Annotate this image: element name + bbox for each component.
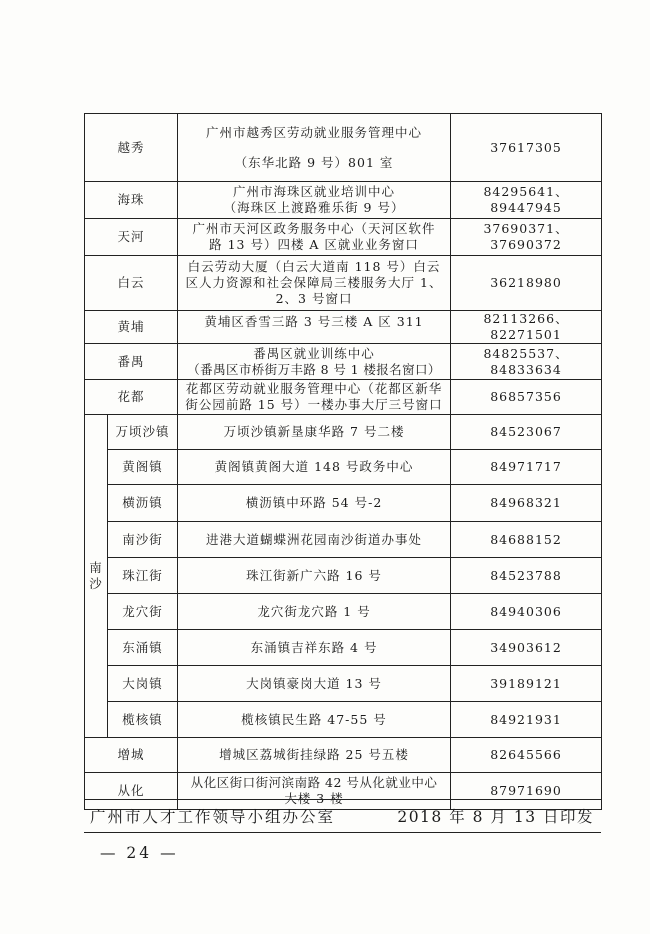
table-row	[85, 594, 602, 630]
address-line: 区人力资源和社会保障局三楼服务大厅 1、	[185, 275, 443, 290]
district-cell: 黄埔	[85, 311, 178, 344]
phone-cell: 87971690	[451, 773, 602, 810]
address-cell: 黄阁镇黄阁大道 148 号政务中心	[178, 450, 451, 485]
table-row	[85, 450, 602, 485]
district-cell: 越秀	[85, 114, 178, 182]
town-cell: 南沙街	[108, 522, 178, 558]
address-line: 花都区劳动就业服务管理中心（花都区新华	[185, 381, 443, 396]
district-cell: 白云	[85, 256, 178, 311]
table-row	[85, 702, 602, 738]
address-cell: 珠江街新广六路 16 号	[178, 558, 451, 594]
service-contact-table	[84, 113, 602, 810]
table-row	[85, 738, 602, 773]
table-row	[85, 485, 602, 522]
table-row	[85, 666, 602, 702]
issuing-office: 广州市人才工作领导小组办公室	[90, 808, 336, 826]
address-cell	[178, 182, 451, 219]
phone-cell: 84971717	[451, 450, 602, 485]
town-cell: 黄阁镇	[108, 450, 178, 485]
address-cell	[178, 311, 451, 344]
address-cell	[178, 344, 451, 380]
phone-cell: 84968321	[451, 485, 602, 522]
address-line: （东华北路 9 号）801 室	[234, 154, 394, 170]
address-cell: 龙穴街龙穴路 1 号	[178, 594, 451, 630]
table-row	[85, 311, 602, 344]
table-row	[85, 415, 602, 450]
town-cell: 榄核镇	[108, 702, 178, 738]
address-cell: 万顷沙镇新垦康华路 7 号二楼	[178, 415, 451, 450]
address-line: 从化区街口街河滨南路 42 号从化就业中心	[190, 775, 438, 790]
phone-cell: 37690371、37690372	[451, 219, 602, 256]
address-cell	[178, 219, 451, 256]
table-row	[85, 773, 602, 810]
table-row	[85, 344, 602, 380]
phone-cell: 37617305	[451, 114, 602, 182]
district-cell: 增城	[85, 738, 178, 773]
address-line: 大楼 3 楼	[284, 791, 344, 806]
phone-cell: 84523788	[451, 558, 602, 594]
district-cell: 从化	[85, 773, 178, 810]
region-label-char: 南	[89, 560, 103, 575]
phone-cell: 36218980	[451, 256, 602, 311]
table-row	[85, 522, 602, 558]
phone-cell: 84940306	[451, 594, 602, 630]
table-row	[85, 558, 602, 594]
town-cell: 大岗镇	[108, 666, 178, 702]
district-cell: 天河	[85, 219, 178, 256]
phone-cell: 84825537、84833634	[451, 344, 602, 380]
table-row	[85, 219, 602, 256]
address-cell: 大岗镇豪岗大道 13 号	[178, 666, 451, 702]
address-line: 增城区荔城街挂绿路 25 号五楼	[219, 747, 409, 762]
address-line: （番禺区市桥街万丰路 8 号 1 楼报名窗口）	[187, 361, 441, 377]
address-line: 街公园前路 15 号）一楼办事大厅三号窗口	[185, 397, 443, 412]
address-cell	[178, 773, 451, 810]
phone-cell: 84921931	[451, 702, 602, 738]
address-cell	[178, 114, 451, 182]
district-cell: 番禺	[85, 344, 178, 380]
footer-bottom-rule	[84, 832, 601, 833]
phone-cell: 82113266、82271501	[451, 311, 602, 344]
address-line: 路 13 号）四楼 A 区就业业务窗口	[209, 237, 419, 252]
address-cell	[178, 738, 451, 773]
phone-cell: 39189121	[451, 666, 602, 702]
phone-cell: 34903612	[451, 630, 602, 666]
address-cell: 东涌镇吉祥东路 4 号	[178, 630, 451, 666]
table-row	[85, 630, 602, 666]
district-cell: 花都	[85, 380, 178, 415]
address-cell: 榄核镇民生路 47-55 号	[178, 702, 451, 738]
address-line: 黄埔区香雪三路 3 号三楼 A 区 311	[204, 314, 424, 329]
phone-cell: 84688152	[451, 522, 602, 558]
town-cell: 东涌镇	[108, 630, 178, 666]
table-row	[85, 114, 602, 182]
district-cell: 海珠	[85, 182, 178, 219]
town-cell: 珠江街	[108, 558, 178, 594]
address-line: 广州市海珠区就业培训中心	[233, 184, 396, 199]
table-row	[85, 380, 602, 415]
address-line: 2、3 号窗口	[275, 291, 353, 306]
table-row	[85, 182, 602, 219]
address-line: （海珠区上渡路雅乐街 9 号）	[223, 200, 405, 215]
page-number: — 24 —	[100, 844, 179, 862]
phone-cell: 84295641、89447945	[451, 182, 602, 219]
address-cell	[178, 256, 451, 311]
table-row	[85, 256, 602, 311]
phone-cell: 86857356	[451, 380, 602, 415]
address-line: 广州市天河区政务服务中心（天河区软件	[192, 221, 436, 236]
address-cell: 横沥镇中环路 54 号-2	[178, 485, 451, 522]
footer-top-rule	[84, 799, 601, 800]
address-line: 白云劳动大厦（白云大道南 118 号）白云	[187, 259, 441, 274]
region-label-char: 沙	[89, 576, 103, 591]
address-cell	[178, 380, 451, 415]
address-line: 番禺区就业训练中心	[253, 345, 375, 361]
town-cell: 万顷沙镇	[108, 415, 178, 450]
address-cell: 进港大道蝴蝶洲花园南沙街道办事处	[178, 522, 451, 558]
address-line: 广州市越秀区劳动就业服务管理中心	[206, 124, 423, 140]
phone-cell: 82645566	[451, 738, 602, 773]
town-cell: 横沥镇	[108, 485, 178, 522]
phone-cell: 84523067	[451, 415, 602, 450]
nansha-region-cell	[85, 415, 108, 738]
town-cell: 龙穴街	[108, 594, 178, 630]
print-date: 2018 年 8 月 13 日印发	[397, 808, 594, 826]
